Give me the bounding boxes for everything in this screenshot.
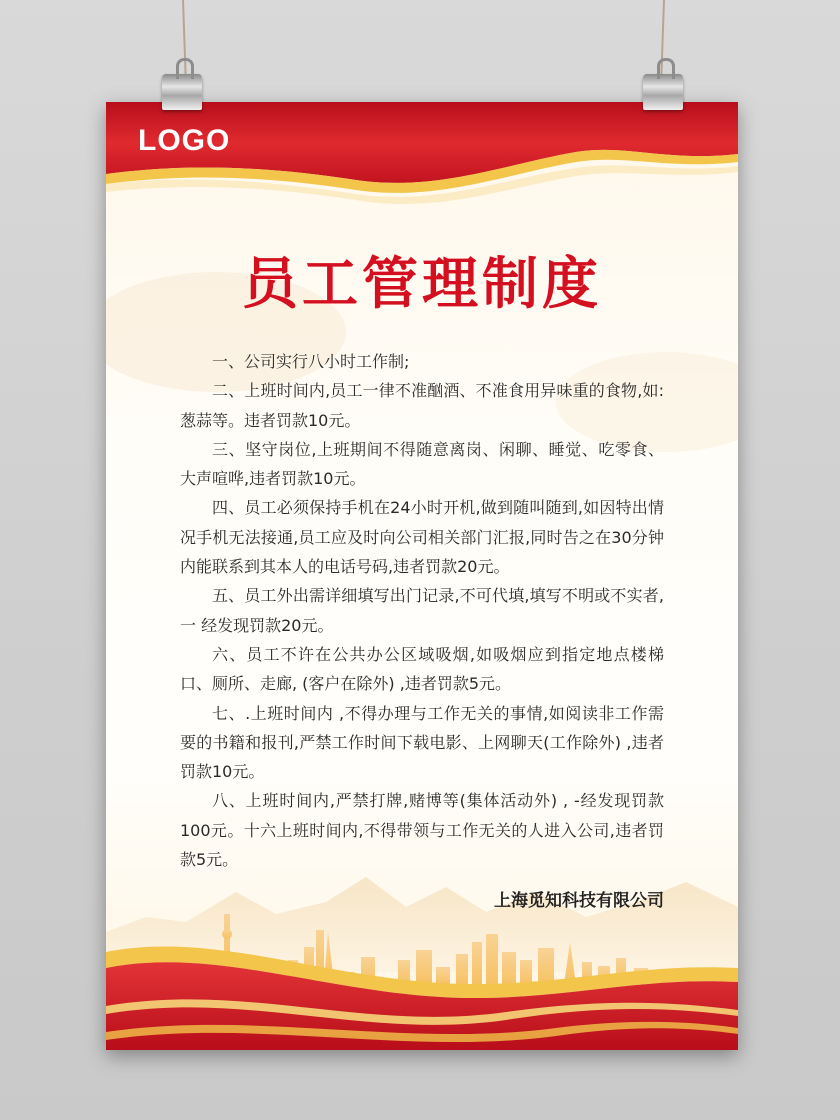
rules-list: [180, 347, 664, 874]
logo: LOGO: [138, 124, 231, 157]
poster-title: 员工管理制度: [242, 252, 602, 317]
rule-item: 二、上班时间内,员工一律不准酗酒、不准食用异味重的食物,如:葱蒜等。违者罚款10元。: [180, 381, 664, 430]
rule-item: 八、上班时间内,严禁打牌,赌博等(集体活动外) , -经发现罚款100元。十六上班时间内,不得带领与工作无关的人进入公司,违者罚款5元。: [180, 791, 664, 870]
rule-item: 一、公司实行八小时工作制;: [212, 352, 410, 371]
rule-item: 七、.上班时间内 ,不得办理与工作无关的事情,如阅读非工作需要的书籍和报刊,严禁工作时间下载电影、上网聊天(工作除外) ,违者罚款10元。: [180, 703, 664, 782]
binder-clip-left: [162, 74, 202, 110]
rule-item: 四、员工必须保持手机在24小时开机,做到随叫随到,如因特出情况手机无法接通,员工应及时向公司相关部门汇报,同时告之在30分钟内能联系到其本人的电话号码,违者罚款20元。: [180, 498, 664, 577]
company-name: 上海觅知科技有限公司: [494, 891, 664, 911]
poster: [106, 102, 738, 1050]
binder-clip-right: [643, 74, 683, 110]
rule-item: 三、坚守岗位,上班期间不得随意离岗、闲聊、睡觉、吃零食、大声喧哗,违者罚款10元。: [180, 439, 664, 489]
rule-item: 五、员工外出需详细填写出门记录,不可代填,填写不明或不实者,一 经发现罚款20元。: [180, 586, 664, 635]
rule-item: 六、员工不许在公共办公区域吸烟,如吸烟应到指定地点楼梯口、厕所、走廊, (客户在除外) ,违者罚款5元。: [180, 644, 664, 694]
